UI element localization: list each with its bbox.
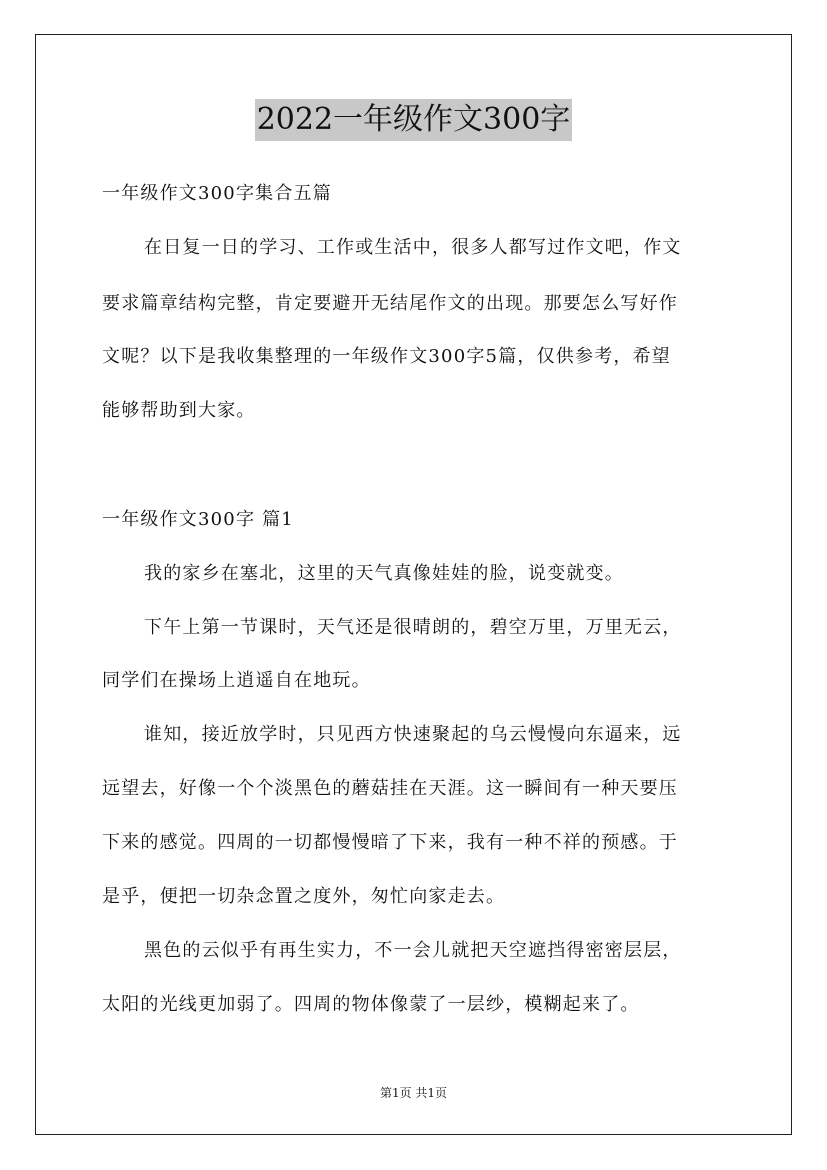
document-subtitle: 一年级作文300字集合五篇 <box>102 183 332 204</box>
body-line: 远望去，好像一个个淡黑色的蘑菇挂在天涯。这一瞬间有一种天要压 <box>102 778 678 799</box>
body-line: 黑色的云似乎有再生实力，不一会儿就把天空遮挡得密密层层， <box>144 940 682 961</box>
intro-line: 在日复一日的学习、工作或生活中，很多人都写过作文吧，作文 <box>144 237 682 258</box>
intro-line: 能够帮助到大家。 <box>102 400 256 421</box>
body-line: 同学们在操场上逍遥自在地玩。 <box>102 670 371 691</box>
intro-line: 要求篇章结构完整，肯定要避开无结尾作文的出现。那要怎么写好作 <box>102 293 678 314</box>
body-line: 是乎，便把一切杂念置之度外，匆忙向家走去。 <box>102 886 506 907</box>
body-line: 下午上第一节课时，天气还是很晴朗的，碧空万里，万里无云， <box>144 617 682 638</box>
section-heading: 一年级作文300字 篇1 <box>102 509 294 530</box>
page-footer: 第1页 共1页 <box>379 1086 448 1100</box>
body-line: 我的家乡在塞北，这里的天气真像娃娃的脸，说变就变。 <box>144 563 624 584</box>
body-line: 谁知，接近放学时，只见西方快速聚起的乌云慢慢向东逼来，远 <box>144 724 682 745</box>
body-line: 太阳的光线更加弱了。四周的物体像蒙了一层纱，模糊起来了。 <box>102 994 640 1015</box>
intro-line: 文呢？以下是我收集整理的一年级作文300字5篇，仅供参考，希望 <box>102 346 672 367</box>
title-container <box>0 99 827 141</box>
body-line: 下来的感觉。四周的一切都慢慢暗了下来，我有一种不祥的预感。于 <box>102 832 678 853</box>
document-title: 2022一年级作文300字 <box>255 99 573 141</box>
